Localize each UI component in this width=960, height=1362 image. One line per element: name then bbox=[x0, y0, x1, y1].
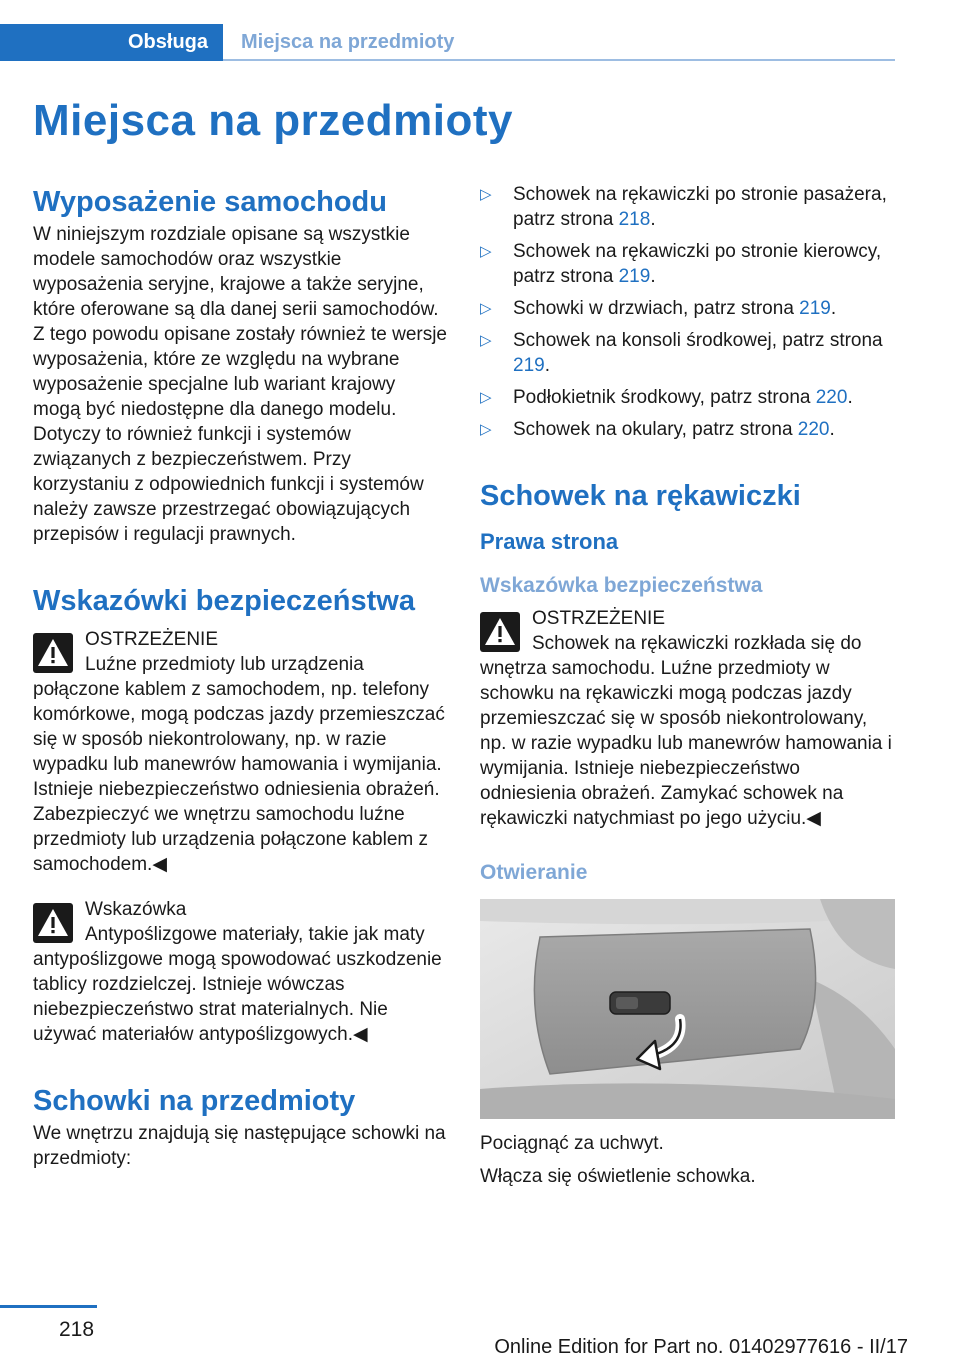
note-text: Antypoślizgowe materiały, takie jak maty antypoślizgowe mogą spowodować uszkodzenie tablicy rozdzielczej. Istnieje wówczas niebezpieczeństwo strat materialnych. Nie używać materiałów antypoślizgowych.◀ bbox=[33, 924, 442, 1045]
page-title: Miejsca na przedmioty bbox=[33, 96, 513, 145]
list-item: ▷ Schowek na rękawiczki po stronie kierowcy, patrz strona 219. bbox=[480, 239, 895, 289]
edition-note: Online Edition for Part no. 01402977616 - II/17 bbox=[494, 1336, 908, 1358]
page-link[interactable]: 219 bbox=[618, 266, 651, 287]
warning-triangle-icon bbox=[33, 633, 73, 673]
subsubsection-title-opening: Otwieranie bbox=[480, 861, 588, 884]
glovebox-photo bbox=[480, 899, 895, 1119]
list-item: ▷ Schowek na konsoli środkowej, patrz strona 219. bbox=[480, 328, 895, 378]
section-title-glovebox: Schowek na rękawiczki bbox=[480, 480, 801, 512]
warning-text: Luźne przedmioty lub urządzenia połączone kablem z samochodem, np. telefony komórkowe, mogą podczas jazdy przemieszczać się w sposób niekontrolowany, np. w razie wypadku lub manewrów hamowania i wymijania. Istnieje niebezpieczeństwo odniesienia obrażeń. Zabezpieczyć we wnętrzu samochodu luźne przedmioty lub urządzenia połączone kablem z samochodem.◀ bbox=[33, 654, 445, 875]
section-title-storage: Schowki na przedmioty bbox=[33, 1085, 356, 1117]
section-title-safety: Wskazówki bezpieczeństwa bbox=[33, 585, 415, 617]
tab-section-title[interactable]: Miejsca na przedmioty bbox=[241, 31, 455, 53]
note-triangle-icon bbox=[33, 903, 73, 943]
glovebox-warning-label: OSTRZEŻENIE bbox=[532, 608, 666, 629]
step-light-on: Włącza się oświetlenie schowka. bbox=[480, 1166, 756, 1187]
storage-list bbox=[480, 182, 895, 442]
footer-accent-line bbox=[0, 1305, 97, 1308]
step-pull-handle: Pociągnąć za uchwyt. bbox=[480, 1133, 664, 1154]
list-item: ▷ Schowek na okulary, patrz strona 220. bbox=[480, 417, 895, 442]
header-tab-bar bbox=[0, 24, 895, 61]
page-link[interactable]: 219 bbox=[513, 355, 545, 376]
note-label: Wskazówka bbox=[85, 899, 187, 920]
equipment-text: W niniejszym rozdziale opisane są wszystkie modele samochodów oraz wszystkie wyposażenia seryjne, krajowe a także seryjne, które oferowane są dla danej serii samochodów. Z tego powodu opisane zostały również te wersje wyposażenia, które ze względu na wybrane wyposażenie specjalne lub wariant krajowy mogą być niedostępne dla danego modelu. Dotyczy to również funkcji i systemów związanych z bezpieczeństwem. Przy korzystaniu z odpowiednich funkcji i systemów należy zawsze przestrzegać obowiązujących przepisów i regulacji prawnych. bbox=[33, 224, 448, 545]
list-item: ▷ Schowek na rękawiczki po stronie pasażera, patrz strona 218. bbox=[480, 182, 895, 232]
left-column bbox=[33, 182, 448, 1171]
subsubsection-title-safety-note: Wskazówka bezpieczeństwa bbox=[480, 574, 763, 597]
glovebox-warning-text: Schowek na rękawiczki rozkłada się do wnętrza samochodu. Luźne przedmioty w schowku na rękawiczki mogą podczas jazdy przemieszczać się w sposób niekontrolowany, np. w razie wypadku lub manewrów hamowania i wymijania. Istnieje niebezpieczeństwo odniesienia obrażeń. Zamykać schowek na rękawiczki natychmiast po jego użyciu.◀ bbox=[480, 633, 892, 829]
note-block bbox=[33, 895, 448, 1047]
warning-label: OSTRZEŻENIE bbox=[85, 629, 219, 650]
page-link[interactable]: 220 bbox=[797, 419, 830, 440]
page-link[interactable]: 220 bbox=[815, 387, 848, 408]
section-title-equipment: Wyposażenie samochodu bbox=[33, 186, 387, 218]
subsection-title-right-side: Prawa strona bbox=[480, 529, 619, 554]
storage-intro-text: We wnętrzu znajdują się następujące schowki na przedmioty: bbox=[33, 1123, 446, 1169]
tab-obsluga[interactable]: Obsługa bbox=[0, 24, 223, 61]
page-link[interactable]: 219 bbox=[799, 298, 831, 319]
warning-block bbox=[33, 625, 448, 877]
list-item: ▷ Schowki w drzwiach, patrz strona 219. bbox=[480, 296, 895, 321]
page-link[interactable]: 218 bbox=[618, 209, 651, 230]
page-number: 218 bbox=[59, 1318, 95, 1341]
tab-underline bbox=[223, 59, 895, 61]
warning-triangle-icon bbox=[480, 612, 520, 652]
glovebox-warning-block bbox=[480, 604, 895, 831]
right-column bbox=[480, 182, 895, 1189]
list-item: ▷ Podłokietnik środkowy, patrz strona 220. bbox=[480, 385, 895, 410]
